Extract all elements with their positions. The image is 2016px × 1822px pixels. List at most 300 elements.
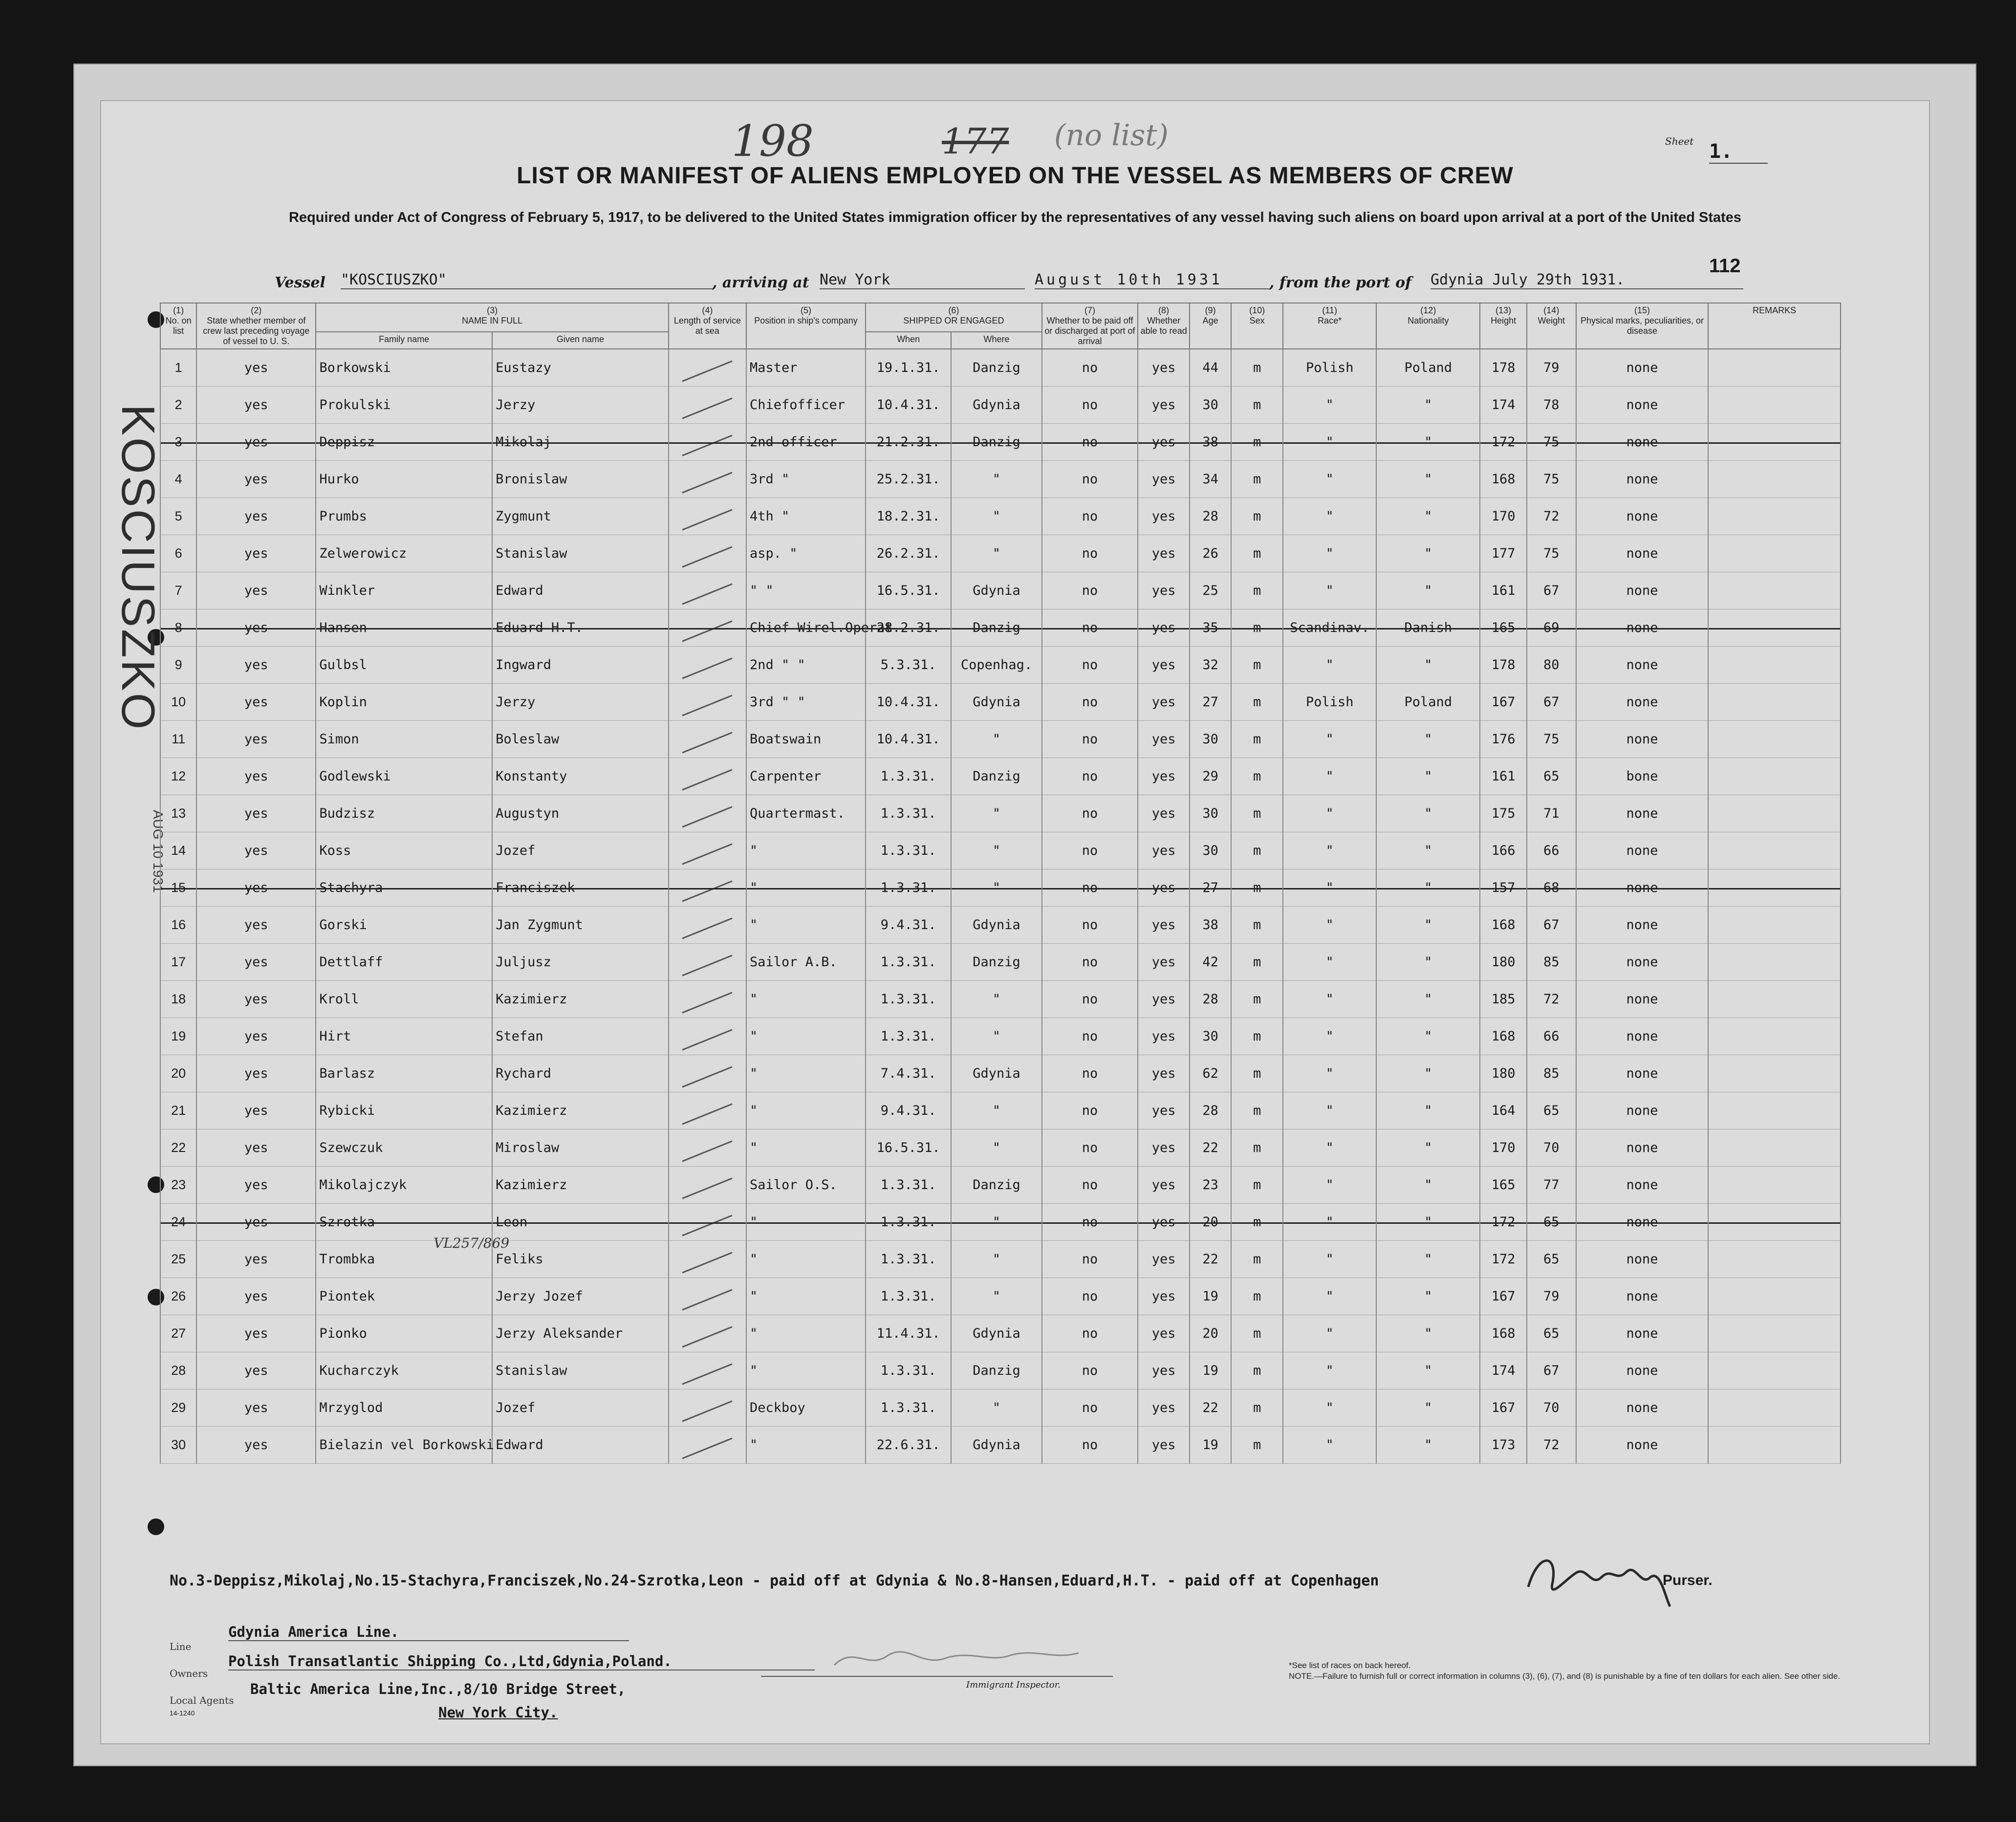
family-name-cell: Gulbsl bbox=[316, 647, 492, 684]
check-mark-icon bbox=[682, 806, 733, 828]
given-name-cell: Jozef bbox=[492, 832, 669, 869]
height-cell: 165 bbox=[1480, 609, 1526, 647]
shipped-where-cell: " bbox=[951, 1129, 1042, 1167]
previous-voyage-cell: yes bbox=[196, 1352, 316, 1389]
table-row bbox=[160, 758, 1841, 795]
shipped-when-cell: 28.2.31. bbox=[866, 609, 951, 647]
given-name-cell: Mikolaj bbox=[492, 424, 669, 461]
physical-marks-cell: none bbox=[1576, 424, 1709, 461]
family-name-cell: Koplin bbox=[316, 684, 492, 721]
able-to-read-cell: yes bbox=[1138, 1167, 1190, 1204]
able-to-read-cell: yes bbox=[1138, 1129, 1190, 1167]
physical-marks-cell: none bbox=[1576, 572, 1709, 609]
height-cell: 161 bbox=[1480, 758, 1526, 795]
service-tick-cell bbox=[669, 1204, 746, 1241]
col-header-given-name: Given name bbox=[492, 332, 669, 349]
height-cell: 168 bbox=[1480, 1018, 1526, 1055]
paid-off-cell: no bbox=[1042, 1167, 1138, 1204]
position-cell: Carpenter bbox=[746, 758, 866, 795]
col-header-read: (8) Whether able to read bbox=[1138, 303, 1190, 349]
family-name-cell: Gorski bbox=[316, 907, 492, 944]
col-header-length-service: (4) Length of service at sea bbox=[669, 303, 746, 349]
table-row bbox=[160, 1018, 1841, 1055]
weight-cell: 65 bbox=[1527, 1241, 1576, 1278]
given-name-cell: Miroslaw bbox=[492, 1129, 669, 1167]
weight-cell: 67 bbox=[1527, 907, 1576, 944]
table-row bbox=[160, 1129, 1841, 1167]
weight-cell: 79 bbox=[1527, 1278, 1576, 1315]
sex-cell: m bbox=[1231, 572, 1283, 609]
vessel-label: Vessel bbox=[275, 274, 325, 291]
row-number-cell: 6 bbox=[160, 535, 196, 572]
position-cell: asp. " bbox=[746, 535, 866, 572]
page-number: 112 bbox=[1709, 255, 1741, 277]
position-cell: Sailor O.S. bbox=[746, 1167, 866, 1204]
line-label: Line bbox=[170, 1641, 192, 1652]
table-row bbox=[160, 424, 1841, 461]
sex-cell: m bbox=[1231, 1315, 1283, 1352]
weight-cell: 70 bbox=[1527, 1129, 1576, 1167]
paid-off-cell: no bbox=[1042, 1018, 1138, 1055]
from-label: , from the port of bbox=[1269, 274, 1412, 291]
col-header-age: (9) Age bbox=[1190, 303, 1231, 349]
family-name-cell: Stachyra bbox=[316, 869, 492, 907]
service-tick-cell bbox=[669, 609, 746, 647]
shipped-where-cell: Gdynia bbox=[951, 1427, 1042, 1464]
able-to-read-cell: yes bbox=[1138, 535, 1190, 572]
table-row bbox=[160, 498, 1841, 535]
check-mark-icon bbox=[682, 1326, 733, 1348]
given-name-cell: Jerzy bbox=[492, 684, 669, 721]
table-row bbox=[160, 1315, 1841, 1352]
position-cell: " bbox=[746, 1092, 866, 1129]
able-to-read-cell: yes bbox=[1138, 944, 1190, 981]
remarks-cell bbox=[1708, 944, 1841, 981]
race-cell: " bbox=[1283, 1167, 1376, 1204]
shipped-when-cell: 7.4.31. bbox=[866, 1055, 951, 1092]
shipped-when-cell: 1.3.31. bbox=[866, 1018, 951, 1055]
weight-cell: 66 bbox=[1527, 1018, 1576, 1055]
check-mark-icon bbox=[682, 881, 733, 902]
service-tick-cell bbox=[669, 944, 746, 981]
age-cell: 35 bbox=[1190, 609, 1231, 647]
weight-cell: 85 bbox=[1527, 1055, 1576, 1092]
height-cell: 185 bbox=[1480, 981, 1526, 1018]
race-cell: " bbox=[1283, 758, 1376, 795]
remarks-cell bbox=[1708, 721, 1841, 758]
position-cell: " bbox=[746, 1315, 866, 1352]
remarks-cell bbox=[1708, 424, 1841, 461]
paid-off-cell: no bbox=[1042, 498, 1138, 535]
row-number-cell: 1 bbox=[160, 349, 196, 387]
previous-voyage-cell: yes bbox=[196, 572, 316, 609]
service-tick-cell bbox=[669, 387, 746, 424]
sex-cell: m bbox=[1231, 1352, 1283, 1389]
height-cell: 177 bbox=[1480, 535, 1526, 572]
weight-cell: 65 bbox=[1527, 758, 1576, 795]
weight-cell: 65 bbox=[1527, 1315, 1576, 1352]
height-cell: 175 bbox=[1480, 795, 1526, 832]
race-cell: " bbox=[1283, 1129, 1376, 1167]
weight-cell: 78 bbox=[1527, 387, 1576, 424]
given-name-cell: Kazimierz bbox=[492, 1092, 669, 1129]
position-cell: " bbox=[746, 1129, 866, 1167]
weight-cell: 66 bbox=[1527, 832, 1576, 869]
weight-cell: 75 bbox=[1527, 535, 1576, 572]
remarks-cell bbox=[1708, 349, 1841, 387]
row-number-cell: 16 bbox=[160, 907, 196, 944]
position-cell: " " bbox=[746, 572, 866, 609]
physical-marks-cell: none bbox=[1576, 461, 1709, 498]
nationality-cell: " bbox=[1376, 1278, 1480, 1315]
given-name-cell: Jan Zygmunt bbox=[492, 907, 669, 944]
paid-off-cell: no bbox=[1042, 609, 1138, 647]
previous-voyage-cell: yes bbox=[196, 535, 316, 572]
given-name-cell: Bronislaw bbox=[492, 461, 669, 498]
check-mark-icon bbox=[682, 992, 733, 1014]
table-row bbox=[160, 721, 1841, 758]
col-header-physical-marks: (15) Physical marks, peculiarities, or disease bbox=[1576, 303, 1709, 349]
position-cell: Sailor A.B. bbox=[746, 944, 866, 981]
races-note: *See list of races on back hereof. bbox=[1289, 1661, 1411, 1670]
weight-cell: 80 bbox=[1527, 647, 1576, 684]
row-number-cell: 13 bbox=[160, 795, 196, 832]
paid-off-cell: no bbox=[1042, 981, 1138, 1018]
given-name-cell: Jerzy bbox=[492, 387, 669, 424]
col-header-position: (5) Position in ship's company bbox=[746, 303, 866, 349]
weight-cell: 75 bbox=[1527, 424, 1576, 461]
shipped-when-cell: 1.3.31. bbox=[866, 1352, 951, 1389]
physical-marks-cell: none bbox=[1576, 869, 1709, 907]
handwritten-number-198: 198 bbox=[732, 116, 814, 166]
table-row bbox=[160, 907, 1841, 944]
height-cell: 157 bbox=[1480, 869, 1526, 907]
age-cell: 32 bbox=[1190, 647, 1231, 684]
sex-cell: m bbox=[1231, 387, 1283, 424]
sex-cell: m bbox=[1231, 1427, 1283, 1464]
col-header-family-name: Family name bbox=[316, 332, 492, 349]
previous-voyage-cell: yes bbox=[196, 1092, 316, 1129]
physical-marks-cell: none bbox=[1576, 684, 1709, 721]
able-to-read-cell: yes bbox=[1138, 572, 1190, 609]
shipped-when-cell: 19.1.31. bbox=[866, 349, 951, 387]
able-to-read-cell: yes bbox=[1138, 684, 1190, 721]
shipped-when-cell: 1.3.31. bbox=[866, 832, 951, 869]
shipped-where-cell: " bbox=[951, 795, 1042, 832]
position-cell: Deckboy bbox=[746, 1389, 866, 1427]
physical-marks-cell: none bbox=[1576, 1427, 1709, 1464]
position-cell: " bbox=[746, 1204, 866, 1241]
col-header-name: (3) NAME IN FULL bbox=[316, 303, 669, 332]
table-row bbox=[160, 572, 1841, 609]
family-name-cell: Hurko bbox=[316, 461, 492, 498]
sex-cell: m bbox=[1231, 1204, 1283, 1241]
age-cell: 25 bbox=[1190, 572, 1231, 609]
able-to-read-cell: yes bbox=[1138, 387, 1190, 424]
nationality-cell: " bbox=[1376, 647, 1480, 684]
weight-cell: 75 bbox=[1527, 461, 1576, 498]
shipped-when-cell: 1.3.31. bbox=[866, 1278, 951, 1315]
nationality-cell: " bbox=[1376, 535, 1480, 572]
physical-marks-cell: none bbox=[1576, 1241, 1709, 1278]
check-mark-icon bbox=[682, 1289, 733, 1311]
row-number-cell: 25 bbox=[160, 1241, 196, 1278]
nationality-cell: " bbox=[1376, 1204, 1480, 1241]
service-tick-cell bbox=[669, 684, 746, 721]
check-mark-icon bbox=[682, 695, 733, 716]
table-row bbox=[160, 832, 1841, 869]
sex-cell: m bbox=[1231, 795, 1283, 832]
sex-cell: m bbox=[1231, 684, 1283, 721]
table-row bbox=[160, 387, 1841, 424]
service-tick-cell bbox=[669, 1278, 746, 1315]
sex-cell: m bbox=[1231, 721, 1283, 758]
family-name-cell: Bielazin vel Borkowski bbox=[316, 1427, 492, 1464]
race-cell: " bbox=[1283, 1092, 1376, 1129]
inspector-signature bbox=[824, 1641, 1176, 1680]
table-row bbox=[160, 1389, 1841, 1427]
given-name-cell: Ingward bbox=[492, 647, 669, 684]
shipped-when-cell: 1.3.31. bbox=[866, 1204, 951, 1241]
shipped-where-cell: Copenhag. bbox=[951, 647, 1042, 684]
age-cell: 28 bbox=[1190, 981, 1231, 1018]
remarks-cell bbox=[1708, 869, 1841, 907]
height-cell: 172 bbox=[1480, 1241, 1526, 1278]
position-cell: 3rd " " bbox=[746, 684, 866, 721]
nationality-cell: Poland bbox=[1376, 684, 1480, 721]
previous-voyage-cell: yes bbox=[196, 1129, 316, 1167]
service-tick-cell bbox=[669, 572, 746, 609]
position-cell: " bbox=[746, 1352, 866, 1389]
table-row bbox=[160, 609, 1841, 647]
row-number-cell: 22 bbox=[160, 1129, 196, 1167]
row-number-cell: 26 bbox=[160, 1278, 196, 1315]
weight-cell: 69 bbox=[1527, 609, 1576, 647]
check-mark-icon bbox=[682, 844, 733, 865]
remarks-cell bbox=[1708, 1278, 1841, 1315]
service-tick-cell bbox=[669, 758, 746, 795]
position-cell: 2nd " " bbox=[746, 647, 866, 684]
family-name-cell: Winkler bbox=[316, 572, 492, 609]
able-to-read-cell: yes bbox=[1138, 1092, 1190, 1129]
given-name-cell: Boleslaw bbox=[492, 721, 669, 758]
previous-voyage-cell: yes bbox=[196, 944, 316, 981]
sex-cell: m bbox=[1231, 609, 1283, 647]
service-tick-cell bbox=[669, 1389, 746, 1427]
race-cell: " bbox=[1283, 832, 1376, 869]
previous-voyage-cell: yes bbox=[196, 1055, 316, 1092]
check-mark-icon bbox=[682, 472, 733, 494]
service-tick-cell bbox=[669, 498, 746, 535]
family-name-cell: Rybicki bbox=[316, 1092, 492, 1129]
given-name-cell: Leon bbox=[492, 1204, 669, 1241]
nationality-cell: " bbox=[1376, 387, 1480, 424]
physical-marks-cell: none bbox=[1576, 535, 1709, 572]
previous-voyage-cell: yes bbox=[196, 1167, 316, 1204]
previous-voyage-cell: yes bbox=[196, 1315, 316, 1352]
race-cell: Scandinav. bbox=[1283, 609, 1376, 647]
age-cell: 27 bbox=[1190, 684, 1231, 721]
physical-marks-cell: none bbox=[1576, 1092, 1709, 1129]
race-cell: Polish bbox=[1283, 684, 1376, 721]
side-vessel-stamp: KOSCIUSZKO bbox=[112, 404, 164, 732]
paid-off-cell: no bbox=[1042, 572, 1138, 609]
row-number-cell: 9 bbox=[160, 647, 196, 684]
sex-cell: m bbox=[1231, 1018, 1283, 1055]
sheet-label: Sheet bbox=[1665, 135, 1694, 147]
height-cell: 170 bbox=[1480, 1129, 1526, 1167]
nationality-cell: " bbox=[1376, 1352, 1480, 1389]
family-name-cell: Szrotka bbox=[316, 1204, 492, 1241]
service-tick-cell bbox=[669, 424, 746, 461]
weight-cell: 72 bbox=[1527, 1427, 1576, 1464]
paid-off-cell: no bbox=[1042, 1278, 1138, 1315]
age-cell: 19 bbox=[1190, 1352, 1231, 1389]
physical-marks-cell: none bbox=[1576, 1278, 1709, 1315]
physical-marks-cell: none bbox=[1576, 795, 1709, 832]
shipped-where-cell: Danzig bbox=[951, 944, 1042, 981]
nationality-cell: " bbox=[1376, 1092, 1480, 1129]
sex-cell: m bbox=[1231, 944, 1283, 981]
height-cell: 172 bbox=[1480, 424, 1526, 461]
able-to-read-cell: yes bbox=[1138, 647, 1190, 684]
weight-cell: 71 bbox=[1527, 795, 1576, 832]
race-cell: " bbox=[1283, 535, 1376, 572]
sheet-number: 1. bbox=[1709, 140, 1768, 164]
remarks-cell bbox=[1708, 1315, 1841, 1352]
family-name-cell: Prokulski bbox=[316, 387, 492, 424]
service-tick-cell bbox=[669, 535, 746, 572]
purser-signature bbox=[1518, 1543, 1675, 1611]
shipped-when-cell: 10.4.31. bbox=[866, 721, 951, 758]
previous-voyage-cell: yes bbox=[196, 1204, 316, 1241]
check-mark-icon bbox=[682, 621, 733, 642]
paid-off-cell: no bbox=[1042, 461, 1138, 498]
previous-voyage-cell: yes bbox=[196, 869, 316, 907]
row-number-cell: 7 bbox=[160, 572, 196, 609]
weight-cell: 68 bbox=[1527, 869, 1576, 907]
line-value: Gdynia America Line. bbox=[228, 1624, 629, 1641]
previous-voyage-cell: yes bbox=[196, 795, 316, 832]
height-cell: 167 bbox=[1480, 1278, 1526, 1315]
race-cell: " bbox=[1283, 1315, 1376, 1352]
given-name-cell: Augustyn bbox=[492, 795, 669, 832]
age-cell: 30 bbox=[1190, 795, 1231, 832]
service-tick-cell bbox=[669, 1129, 746, 1167]
nationality-cell: " bbox=[1376, 498, 1480, 535]
given-name-cell: Juljusz bbox=[492, 944, 669, 981]
paid-off-cell: no bbox=[1042, 1241, 1138, 1278]
physical-marks-cell: none bbox=[1576, 387, 1709, 424]
remarks-cell bbox=[1708, 758, 1841, 795]
row-number-cell: 18 bbox=[160, 981, 196, 1018]
physical-marks-cell: none bbox=[1576, 498, 1709, 535]
previous-voyage-cell: yes bbox=[196, 1427, 316, 1464]
position-cell: " bbox=[746, 1427, 866, 1464]
document-title: LIST OR MANIFEST OF ALIENS EMPLOYED ON THE VESSEL AS MEMBERS OF CREW bbox=[517, 163, 1514, 189]
paid-off-cell: no bbox=[1042, 424, 1138, 461]
purser-label: Purser. bbox=[1663, 1572, 1713, 1588]
table-row bbox=[160, 981, 1841, 1018]
weight-cell: 65 bbox=[1527, 1204, 1576, 1241]
service-tick-cell bbox=[669, 981, 746, 1018]
previous-voyage-cell: yes bbox=[196, 498, 316, 535]
check-mark-icon bbox=[682, 769, 733, 791]
age-cell: 20 bbox=[1190, 1315, 1231, 1352]
age-cell: 30 bbox=[1190, 1018, 1231, 1055]
nationality-cell: " bbox=[1376, 944, 1480, 981]
shipped-when-cell: 1.3.31. bbox=[866, 1167, 951, 1204]
able-to-read-cell: yes bbox=[1138, 424, 1190, 461]
row-number-cell: 8 bbox=[160, 609, 196, 647]
shipped-where-cell: " bbox=[951, 535, 1042, 572]
shipped-where-cell: Gdynia bbox=[951, 907, 1042, 944]
sex-cell: m bbox=[1231, 1092, 1283, 1129]
race-cell: " bbox=[1283, 795, 1376, 832]
row-number-cell: 12 bbox=[160, 758, 196, 795]
table-row bbox=[160, 795, 1841, 832]
race-cell: " bbox=[1283, 1389, 1376, 1427]
remarks-cell bbox=[1708, 832, 1841, 869]
family-name-cell: Simon bbox=[316, 721, 492, 758]
paid-off-cell: no bbox=[1042, 684, 1138, 721]
sex-cell: m bbox=[1231, 1129, 1283, 1167]
shipped-where-cell: Gdynia bbox=[951, 1055, 1042, 1092]
shipped-when-cell: 1.3.31. bbox=[866, 1389, 951, 1427]
remarks-cell bbox=[1708, 609, 1841, 647]
shipped-where-cell: " bbox=[951, 498, 1042, 535]
family-name-cell: Godlewski bbox=[316, 758, 492, 795]
sex-cell: m bbox=[1231, 424, 1283, 461]
given-name-cell: Jozef bbox=[492, 1389, 669, 1427]
physical-marks-cell: none bbox=[1576, 1315, 1709, 1352]
age-cell: 30 bbox=[1190, 387, 1231, 424]
check-mark-icon bbox=[682, 361, 733, 382]
able-to-read-cell: yes bbox=[1138, 907, 1190, 944]
position-cell: " bbox=[746, 1018, 866, 1055]
shipped-where-cell: " bbox=[951, 461, 1042, 498]
sex-cell: m bbox=[1231, 832, 1283, 869]
table-row bbox=[160, 461, 1841, 498]
weight-cell: 75 bbox=[1527, 721, 1576, 758]
shipped-when-cell: 26.2.31. bbox=[866, 535, 951, 572]
age-cell: 22 bbox=[1190, 1129, 1231, 1167]
check-mark-icon bbox=[682, 546, 733, 568]
family-name-cell: Hansen bbox=[316, 609, 492, 647]
sex-cell: m bbox=[1231, 647, 1283, 684]
age-cell: 42 bbox=[1190, 944, 1231, 981]
previous-voyage-cell: yes bbox=[196, 981, 316, 1018]
service-tick-cell bbox=[669, 1018, 746, 1055]
shipped-where-cell: " bbox=[951, 721, 1042, 758]
weight-cell: 65 bbox=[1527, 1092, 1576, 1129]
weight-cell: 70 bbox=[1527, 1389, 1576, 1427]
race-cell: " bbox=[1283, 498, 1376, 535]
age-cell: 38 bbox=[1190, 907, 1231, 944]
family-name-cell: Budzisz bbox=[316, 795, 492, 832]
physical-marks-cell: none bbox=[1576, 944, 1709, 981]
paid-off-cell: no bbox=[1042, 1129, 1138, 1167]
sex-cell: m bbox=[1231, 349, 1283, 387]
remarks-cell bbox=[1708, 795, 1841, 832]
family-name-cell: Szewczuk bbox=[316, 1129, 492, 1167]
nationality-cell: Poland bbox=[1376, 349, 1480, 387]
paid-off-cell: no bbox=[1042, 1092, 1138, 1129]
able-to-read-cell: yes bbox=[1138, 1278, 1190, 1315]
given-name-cell: Franciszek bbox=[492, 869, 669, 907]
given-name-cell: Stanislaw bbox=[492, 535, 669, 572]
shipped-where-cell: Danzig bbox=[951, 758, 1042, 795]
